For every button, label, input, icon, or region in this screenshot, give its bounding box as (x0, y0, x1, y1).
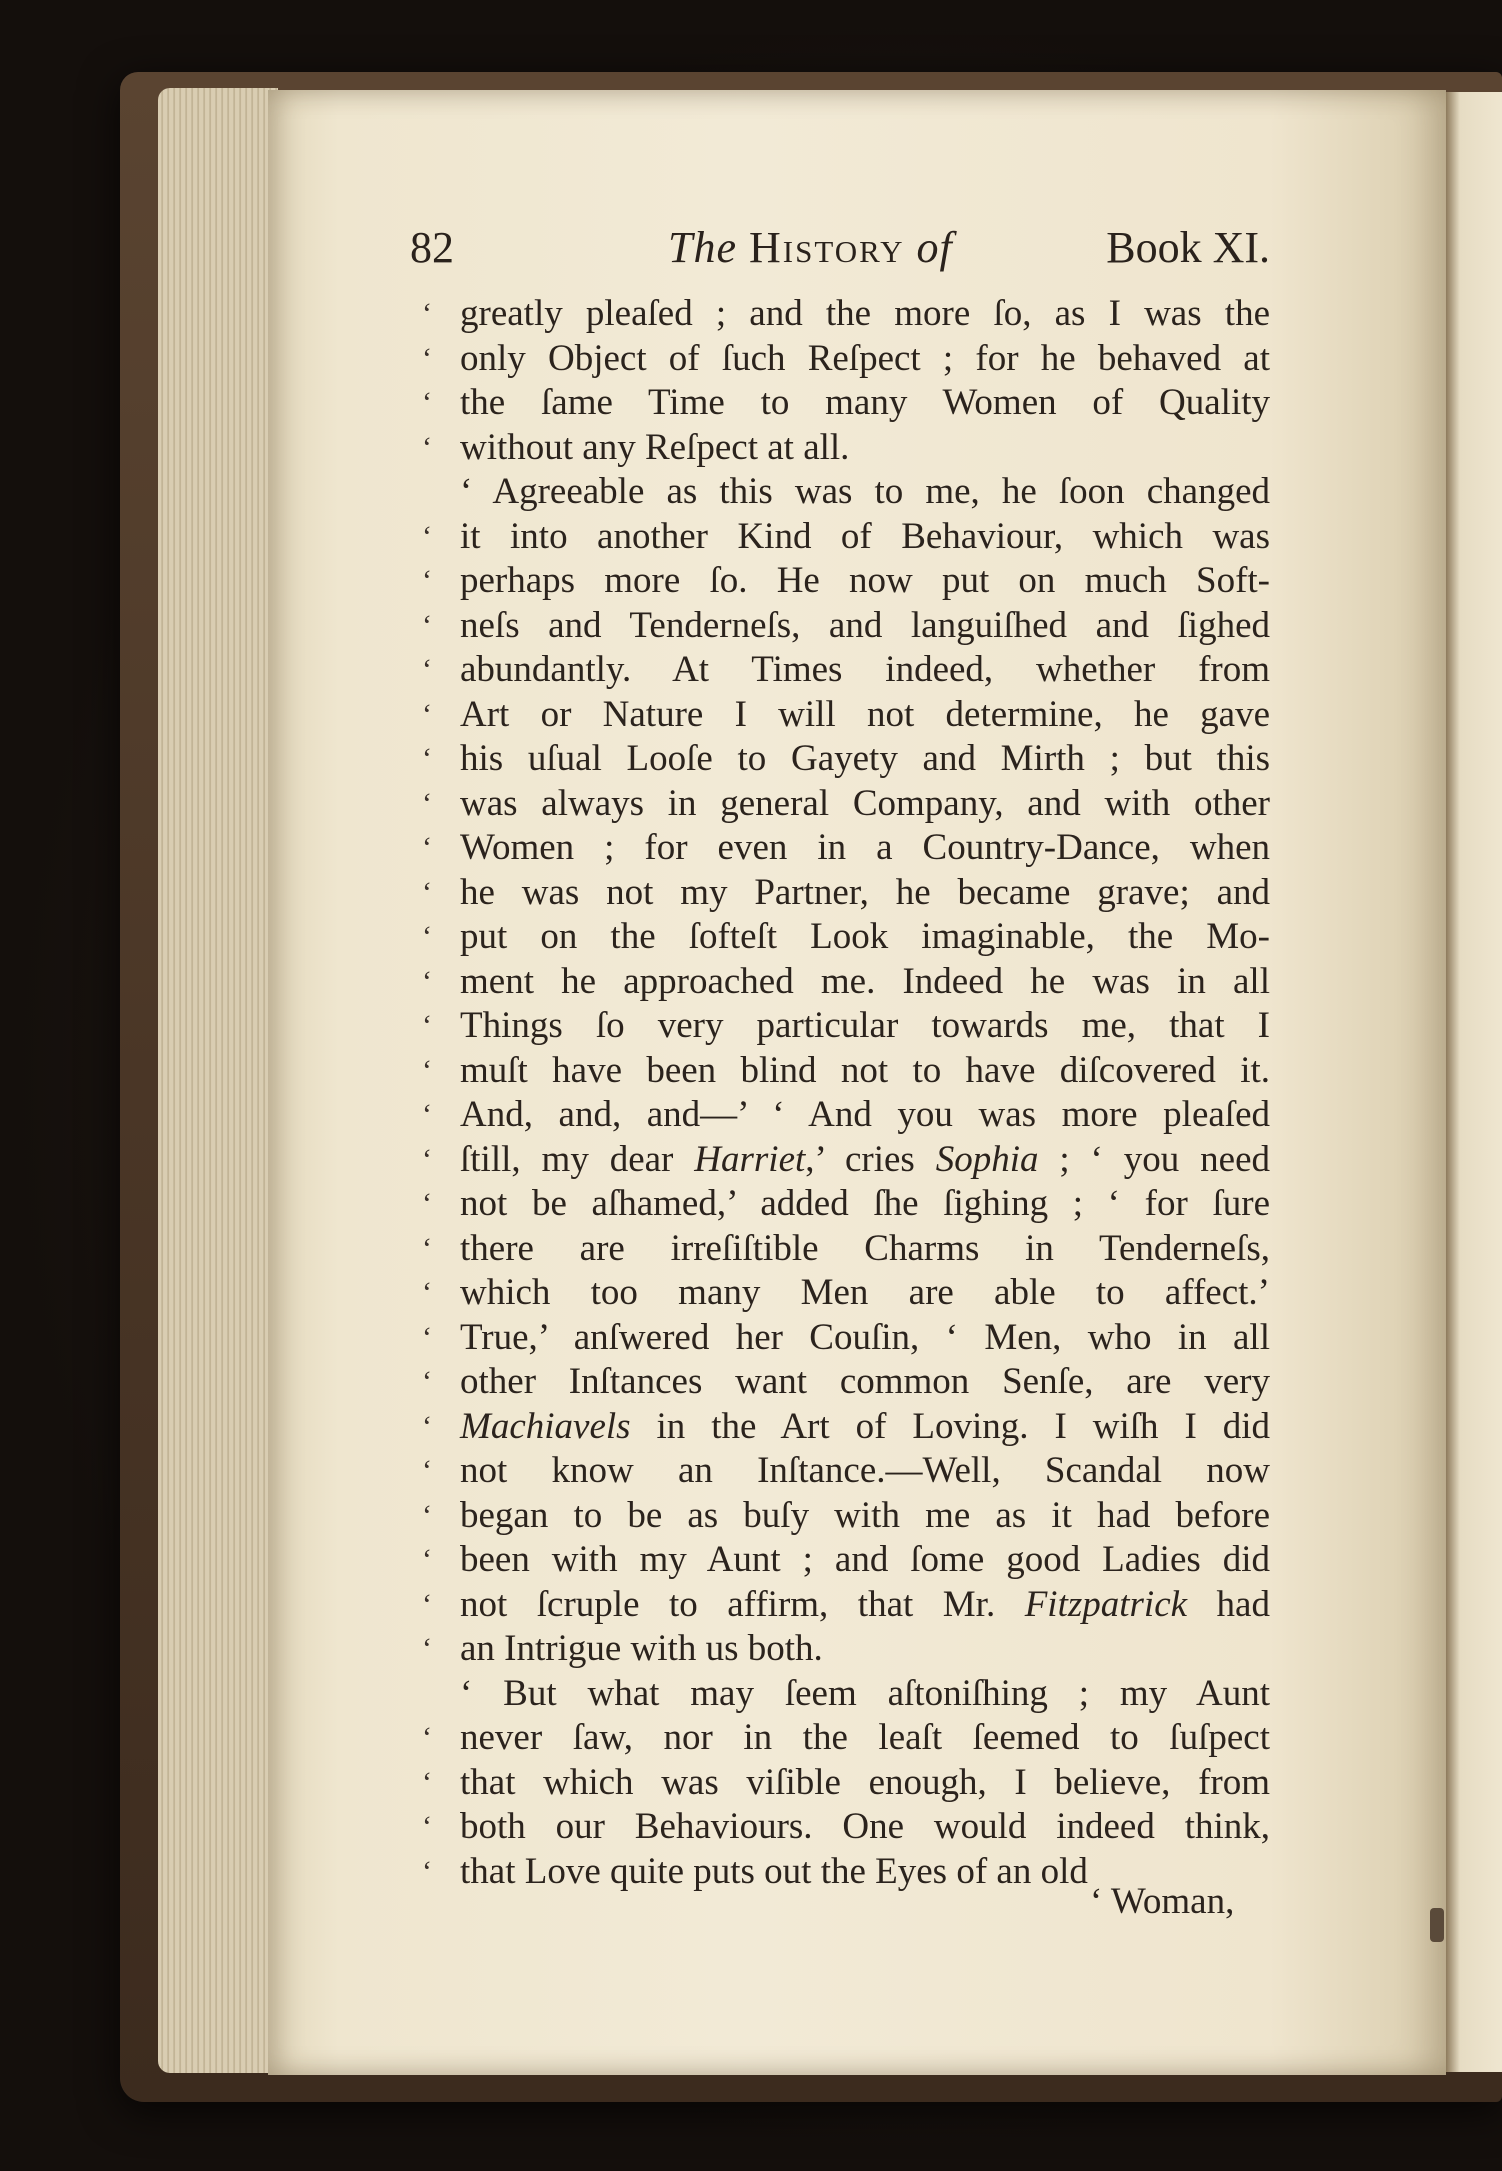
margin-quote: ‘ (422, 697, 432, 731)
running-title-history: History (749, 223, 905, 272)
line-text: ment he approached me. Indeed he was in all (460, 960, 1270, 1002)
margin-quote: ‘ (422, 653, 432, 686)
margin-quote: ‘ (422, 608, 432, 642)
line-text: there are irreſiſtible Charms in Tenderneſs, (460, 1227, 1270, 1269)
margin-quote: ‘ (422, 875, 432, 909)
line-text: Art or Nature I will not determine, he gave (460, 693, 1270, 735)
line-text: his uſual Looſe to Gayety and Mirth ; but this (460, 738, 1270, 779)
margin-quote: ‘ (422, 964, 432, 998)
margin-quote: ‘ (422, 1098, 432, 1131)
margin-quote: ‘ (422, 430, 432, 464)
text-line (422, 1494, 1270, 1539)
line-text: ſtill, my dear Harriet,’ cries Sophia ; ‘ you need (460, 1138, 1270, 1180)
line-text: which too many Men are able to affect.’ (460, 1272, 1270, 1313)
line-text: not ſcruple to affirm, that Mr. Fitzpatrick had (460, 1583, 1270, 1625)
margin-quote: ‘ (422, 1142, 432, 1176)
text-line (422, 1538, 1270, 1583)
line-text: it into another Kind of Behaviour, which was (460, 515, 1270, 557)
text-line (422, 1583, 1270, 1628)
text-line (422, 559, 1270, 604)
line-text: other Inſtances want common Senſe, are very (460, 1361, 1270, 1402)
line-text: ‘ Agreeable as this was to me, he ſoon changed (460, 471, 1270, 512)
line-text: was always in general Company, and with other (460, 782, 1270, 824)
line-text: the ſame Time to many Women of Quality (460, 382, 1270, 423)
line-text: that which was viſible enough, I believe, from (460, 1761, 1270, 1803)
margin-quote: ‘ (422, 1587, 432, 1621)
line-text: never ſaw, nor in the leaſt ſeemed to ſuſpect (460, 1717, 1270, 1758)
line-text: he was not my Partner, he became grave; and (460, 871, 1270, 913)
margin-quote: ‘ (422, 1231, 432, 1265)
margin-quote: ‘ (422, 1854, 432, 1888)
line-text: began to be as buſy with me as it had before (460, 1494, 1270, 1536)
text-line (422, 1004, 1270, 1049)
line-text: True,’ anſwered her Couſin, ‘ Men, who in all (460, 1316, 1270, 1358)
text-line (422, 1761, 1270, 1806)
text-line (460, 470, 1270, 515)
running-title-of: of (916, 223, 953, 272)
text-line (422, 1271, 1270, 1316)
text-line (422, 1627, 1270, 1672)
line-text: ‘ But what may ſeem aſtoniſhing ; my Aunt (460, 1672, 1270, 1714)
line-text: put on the ſofteſt Look imaginable, the Mo- (460, 916, 1270, 957)
text-line (422, 1138, 1270, 1183)
line-text: muſt have been blind not to have diſcovered it. (460, 1049, 1270, 1091)
text-line (422, 1227, 1270, 1272)
text-line (422, 871, 1270, 916)
text-line (422, 1805, 1270, 1850)
page-edges (158, 88, 278, 2073)
text-line (422, 1716, 1270, 1761)
text-line (422, 1360, 1270, 1405)
text-line (422, 648, 1270, 693)
line-text: not know an Inſtance.—Well, Scandal now (460, 1450, 1270, 1491)
margin-quote: ‘ (422, 1632, 432, 1665)
line-text: both our Behaviours. One would indeed think, (460, 1806, 1270, 1847)
margin-quote: ‘ (422, 1276, 432, 1309)
page-marker (1430, 1908, 1444, 1942)
line-text: Things ſo very particular towards me, that I (460, 1005, 1270, 1046)
line-text: abundantly. At Times indeed, whether from (460, 649, 1270, 690)
text-line (422, 782, 1270, 827)
margin-quote: ‘ (422, 1409, 432, 1443)
text-line (422, 1182, 1270, 1227)
line-text: greatly pleaſed ; and the more ſo, as I was the (460, 293, 1270, 334)
margin-quote: ‘ (422, 831, 432, 864)
text-line (422, 292, 1270, 337)
margin-quote: ‘ (422, 742, 432, 775)
line-text: without any Reſpect at all. (460, 426, 850, 468)
margin-quote: ‘ (422, 1320, 432, 1354)
margin-quote: ‘ (422, 341, 432, 375)
line-text: not be aſhamed,’ added ſhe ſighing ; ‘ for ſure (460, 1183, 1270, 1224)
book-label: Book XI. (1106, 223, 1270, 272)
margin-quote: ‘ (422, 1498, 432, 1532)
line-text: neſs and Tenderneſs, and languiſhed and ſighed (460, 604, 1270, 646)
margin-quote: ‘ (422, 1810, 432, 1843)
margin-quote: ‘ (422, 564, 432, 597)
line-text: perhaps more ſo. He now put on much Soft- (460, 560, 1270, 601)
catchword: ‘ Woman, (1090, 1881, 1235, 1922)
text-line (422, 337, 1270, 382)
margin-quote: ‘ (422, 1543, 432, 1576)
line-text: been with my Aunt ; and ſome good Ladies did (460, 1539, 1270, 1580)
text-line (422, 1449, 1270, 1494)
facing-page-edge (1446, 92, 1502, 2072)
page-number: 82 (410, 223, 454, 272)
text-line (422, 915, 1270, 960)
text-line (422, 1093, 1270, 1138)
margin-quote: ‘ (422, 386, 432, 419)
line-text: Machiavels in the Art of Loving. I wiſh I did (460, 1405, 1270, 1447)
margin-quote: ‘ (422, 1721, 432, 1754)
text-line (460, 1672, 1270, 1717)
line-text: only Object of ſuch Reſpect ; for he behaved at (460, 337, 1270, 379)
text-line (422, 737, 1270, 782)
body-text (422, 292, 1270, 1894)
line-text: an Intrigue with us both. (460, 1628, 823, 1669)
line-text: that Love quite puts out the Eyes of an old (460, 1850, 1088, 1892)
text-line (422, 1405, 1270, 1450)
text-line (422, 515, 1270, 560)
margin-quote: ‘ (422, 920, 432, 953)
text-line (422, 960, 1270, 1005)
line-text: And, and, and—’ ‘ And you was more pleaſed (460, 1094, 1270, 1135)
running-title (668, 222, 953, 273)
margin-quote: ‘ (422, 1009, 432, 1042)
running-header (410, 222, 1270, 282)
margin-quote: ‘ (422, 297, 432, 330)
line-text: Women ; for even in a Country-Dance, when (460, 827, 1270, 868)
text-line (422, 1316, 1270, 1361)
text-line (422, 426, 1270, 471)
text-line (422, 381, 1270, 426)
margin-quote: ‘ (422, 786, 432, 820)
margin-quote: ‘ (422, 1187, 432, 1220)
margin-quote: ‘ (422, 1053, 432, 1087)
text-line (422, 604, 1270, 649)
text-line (422, 1049, 1270, 1094)
margin-quote: ‘ (422, 519, 432, 553)
running-title-the: The (668, 223, 737, 272)
text-line (422, 693, 1270, 738)
margin-quote: ‘ (422, 1365, 432, 1398)
text-line (422, 826, 1270, 871)
margin-quote: ‘ (422, 1765, 432, 1799)
margin-quote: ‘ (422, 1454, 432, 1487)
